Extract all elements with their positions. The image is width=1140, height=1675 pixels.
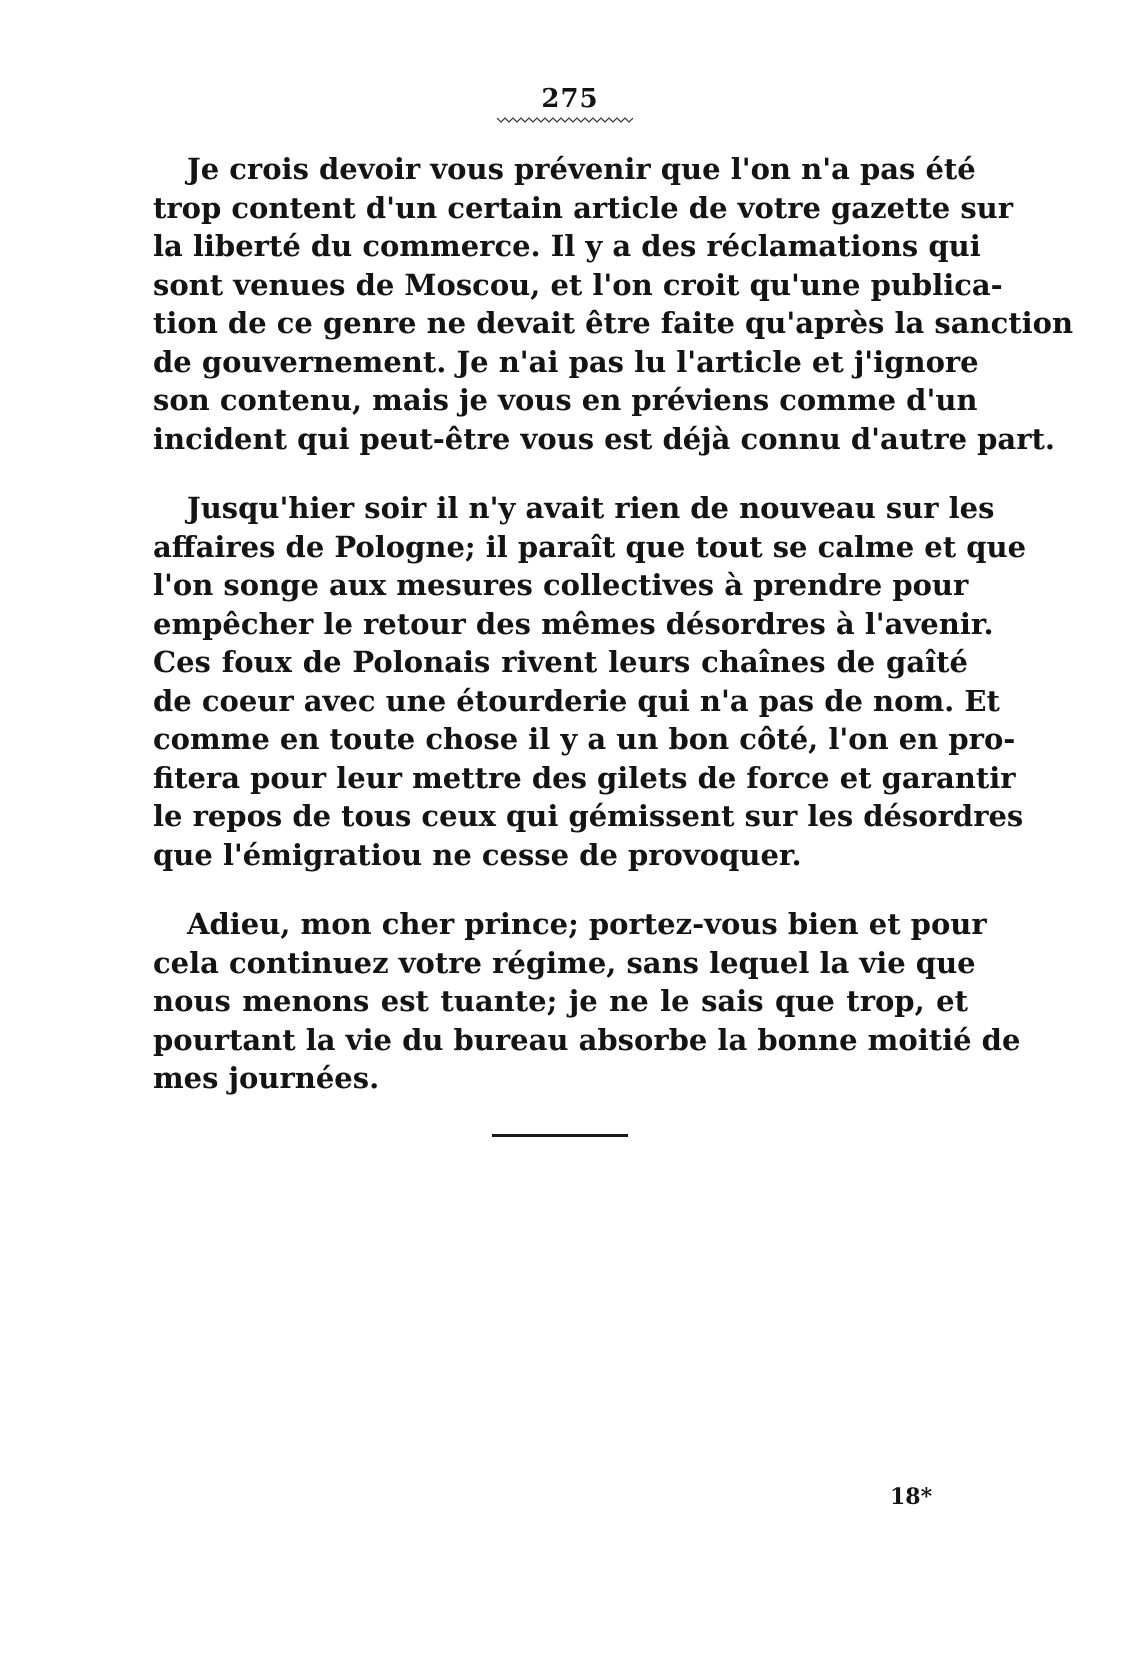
text-line: cela continuez votre régime, sans lequel la vie que [153,945,976,980]
paragraph-1 [153,150,1074,458]
section-divider [492,1134,628,1137]
text-line: mes journées. [153,1061,380,1095]
text-line: Ces foux de Polonais rivent leurs chaînes de gaîté [153,645,968,679]
page-number: 275 [541,84,599,114]
signature-mark: 18* [890,1484,933,1510]
text-line: trop content d'un certain article de votre gazette sur [153,190,1014,225]
text-line: de coeur avec une étourderie qui n'a pas de nom. Et [153,683,1000,718]
text-line: sont venues de Moscou, et l'on croit qu'une publica- [153,267,1003,302]
text-line: de gouvernement. Je n'ai pas lu l'article et j'ignore [153,344,979,379]
paragraph-2 [153,489,1027,874]
paragraph-3 [153,905,1021,1098]
text-line: Jusqu'hier soir il n'y avait rien de nouveau sur les [187,491,995,525]
text-line: Je crois devoir vous prévenir que l'on n'a pas été [187,152,976,186]
text-line: la liberté du commerce. Il y a des réclamations qui [153,229,981,263]
text-line: comme en toute chose il y a un bon côté, l'on en pro- [153,722,1016,756]
text-line: Adieu, mon cher prince; portez-vous bien et pour [187,907,987,941]
text-line: pourtant la vie du bureau absorbe la bonne moitié de [153,1022,1021,1057]
text-line: empêcher le retour des mêmes désordres à l'avenir. [153,606,994,641]
text-line: nous menons est tuante; je ne le sais que trop, et [153,984,968,1018]
text-line: que l'émigratiou ne cesse de provoquer. [153,837,802,872]
text-line: incident qui peut-être vous est déjà connu d'autre part. [153,421,1055,456]
text-line: le repos de tous ceux qui gémissent sur les désordres [153,799,1024,833]
text-line: tion de ce genre ne devait être faite qu'après la sanction [153,306,1074,340]
text-line: fitera pour leur mettre des gilets de force et garantir [153,760,1016,795]
body-text [153,150,1074,1129]
text-line: son contenu, mais je vous en préviens comme d'un [153,383,978,417]
page-number-ornament [497,116,633,124]
text-line: l'on songe aux mesures collectives à prendre pour [153,568,969,602]
text-line: affaires de Pologne; il paraît que tout se calme et que [153,529,1027,564]
